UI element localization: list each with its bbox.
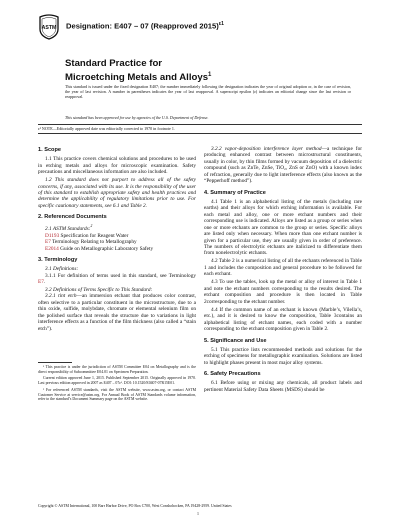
footnote-divider xyxy=(38,362,72,363)
reference-e2014: E2014 Guide on Metallographic Laboratory Safety xyxy=(45,245,154,252)
paragraph-4-3: 4.3 To use the tables, look up the metal or alloy of interest in Table 1 and note the etchant numbers corresponding to the results desired. The etchant composition and procedure is then located in Table 2corresponding to the etchant number. xyxy=(204,279,362,305)
footnote-1: ¹ This practice is under the jurisdiction of ASTM Committee E04 on Metallography and is the direct responsibility of Subcommittee E04.01 on Specimen Preparation. xyxy=(38,365,196,374)
paragraph-6-1: 6.1 Before using or mixing any chemicals, all product labels and pertinent Material Safety Data Sheets (MSDS) should be xyxy=(204,380,362,393)
section-heading-terminology: 3. Terminology xyxy=(38,256,78,263)
editorial-note: ε¹ NOTE—Editorially approved date was editorially corrected to 1970 in footnote 1. xyxy=(38,126,175,131)
paragraph-1-1: 1.1 This practice covers chemical solutions and procedures to be used in etching metals and alloys for microscopic examination. Safety precautions and miscellaneous information are also included. xyxy=(38,156,196,175)
paragraph-4-2: 4.2 Table 2 is a numerical listing of all the etchants referenced in Table 1 and includes the composition and general procedure to be followed for each etchant. xyxy=(204,258,362,278)
section-heading-summary: 4. Summary of Practice xyxy=(204,189,266,196)
footnote-1-edition: Current edition approved June 1, 2015. Published September 2015. Originally approved in 1970. Last previous edition approved in 2007 as E407 – 07ε¹. DOI: 10.1520/E0407-07R15E01. xyxy=(38,376,196,386)
reference-d1193: D1193 Specification for Reagent Water xyxy=(45,232,129,239)
section-heading-significance: 5. Significance and Use xyxy=(204,337,267,344)
paragraph-3-2-2: 3.2.2 vapor-deposition interference layer method—a technique for producing enhanced contrast between microstructural constituents, usually in color, by thin films formed by vacuum deposition of a dielectric compound (such as ZnTe, ZnSe, TiO₂, ZnS or ZnO) with a known index of refraction, generally due to light interference effects (also known as the “Pepperhoff method”). xyxy=(204,146,362,185)
paragraph-4-1: 4.1 Table 1 is an alphabetical listing of the metals (including rare earths) and their alloys for which etching information is available. For each metal and alloy, one or more etchant numbers and their corresponding use is indicated. Alloys are listed as a group or series when one or more etchants are common to the group or series. Specific alloys are listed only when necessary. When more than one etchant number is given for a particular use, they are usually given in order of preference. The numbers of electrolytic etchants are italicized to differentiate them from nonelectrolytic etchants. xyxy=(204,198,362,257)
paragraph-2-1: 2.1 ASTM Standards:$^2$ xyxy=(45,224,93,233)
page-number: 1 xyxy=(197,512,199,516)
designation: Designation: E407 – 07 (Reapproved 2015)$^{\varepsilon 1}$ xyxy=(66,21,224,31)
astm-logo-icon xyxy=(38,14,60,40)
paragraph-3-2-1: 3.2.1 tint etch—an immersion etchant that produces color contrast, often selective to a particular constituent in the microstructure, due to a thin oxide, sulfide, molybdate, chromate or elemental selenium film on the polished surface that reveals the structure due to variations in light interference effects as a function of the film thickness (also called a “stain etch”). xyxy=(38,293,196,332)
paragraph-3-1: 3.1 Definitions: xyxy=(45,266,79,273)
reference-link-e7[interactable]: E7 xyxy=(45,239,51,246)
title-line-1: Standard Practice for xyxy=(65,58,163,69)
section-heading-scope: 1. Scope xyxy=(38,147,62,153)
dod-approval-notice: This standard has been approved for use by agencies of the U.S. Department of Defense. xyxy=(65,115,209,120)
paragraph-1-2: 1.2 This standard does not purport to address all of the safety concerns, if any, associated with its use. It is the responsibility of the user of this standard to establish appropriate safety and health practices and determine the applicability of regulatory limitations prior to use. For specific cautionary statements, see 6.1 and Table 2. xyxy=(38,177,196,209)
divider xyxy=(38,124,362,125)
divider xyxy=(38,133,362,134)
document-title xyxy=(65,58,365,83)
paragraph-3-2: 3.2 Definitions of Terms Specific to This Standard: xyxy=(45,287,153,294)
paragraph-4-4: 4.4 If the common name of an etchant is known (Marble’s, Vilella’s, etc.), and it is desired to know the composition, Table 3contains an alphabetical listing of etchant names, each coded with a number corresponding to the etchant composition given in Table 2. xyxy=(204,306,362,333)
svg-text:ASTM: ASTM xyxy=(41,25,57,31)
reference-link-e2014[interactable]: E2014 xyxy=(45,245,59,252)
paragraph-5-1: 5.1 This practice lists recommended methods and solutions for the etching of specimens for metallographic examination. Solutions are listed to highlight phases present in most major alloy systems. xyxy=(204,346,362,366)
left-column xyxy=(38,147,196,334)
reference-link-d1193[interactable]: D1193 xyxy=(45,232,60,239)
right-column xyxy=(204,146,362,395)
copyright-notice: Copyright © ASTM International, 100 Barr Harbor Drive, PO Box C700, West Conshohocken, PA 19428-2959. United States xyxy=(38,504,232,508)
footnote-2: ² For referenced ASTM standards, visit the ASTM website, www.astm.org, or contact ASTM Customer Service at service@astm.org. For Annual Book of ASTM Standards volume information, refer to the standard’s Document Summary page on the ASTM website. xyxy=(38,387,196,402)
reference-link-e7-inline[interactable]: E7 xyxy=(38,278,44,285)
section-heading-referenced-documents: 2. Referenced Documents xyxy=(38,214,107,221)
issuance-notice: This standard is issued under the fixed designation E407; the number immediately following the designation indicates the year of original adoption or, in the case of revision, the year of last revision. A number in parentheses indicates the year of last reapproval. A superscript epsilon (ε) indicates an editorial change since the last revision or reapproval. xyxy=(65,84,351,100)
reference-e7: E7 Terminology Relating to Metallography xyxy=(45,239,137,246)
title-line-2: Microetching Metals and Alloys$^1$ xyxy=(65,71,212,83)
footnotes xyxy=(38,362,196,404)
section-heading-safety: 6. Safety Precautions xyxy=(204,371,261,378)
paragraph-3-1-1: 3.1.1 For definition of terms used in this standard, see Terminology E7. xyxy=(38,272,196,285)
